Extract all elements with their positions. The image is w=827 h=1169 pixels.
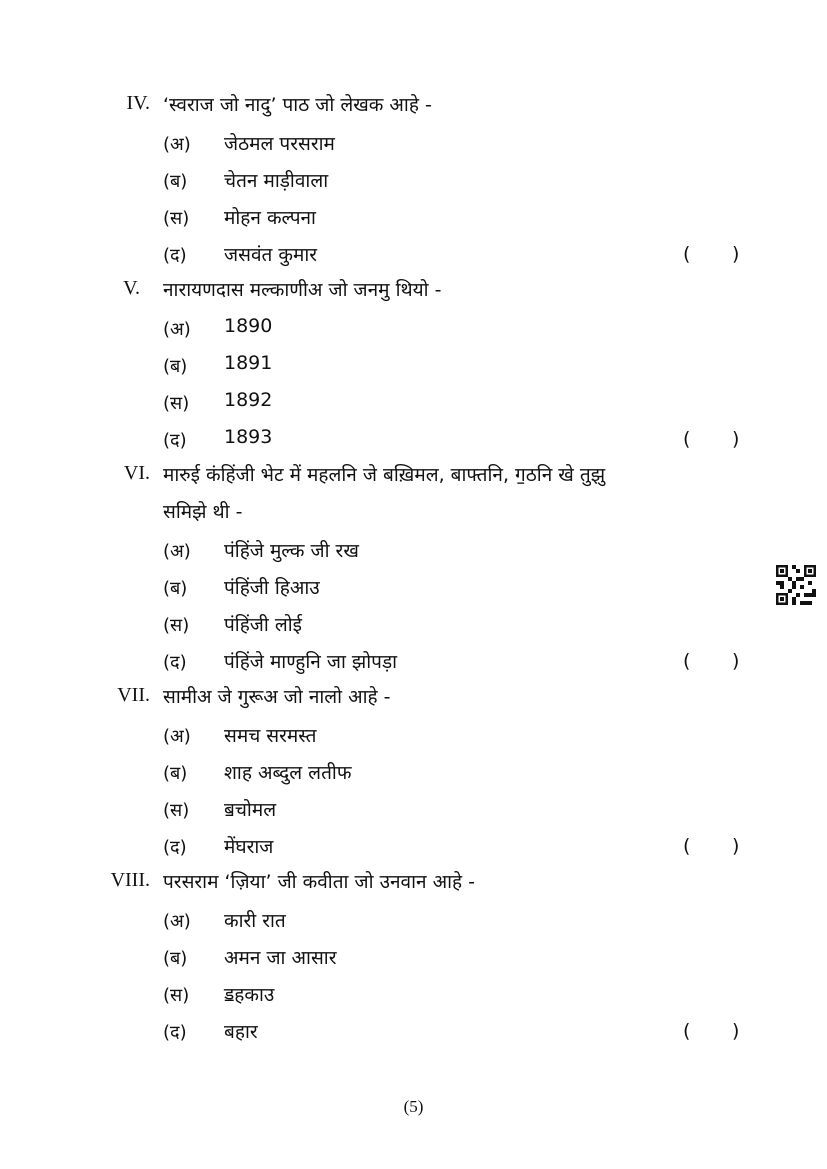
question-text: ‘स्वराज जो नादु’ पाठ जो लेखक आहे - [163,94,432,116]
option-b [0,568,827,605]
option-text: पंहिंजी हिआउ [224,577,320,599]
option-a [0,124,827,161]
option-c [0,605,827,642]
option-text: पंहिंजे माण्हुनि जा झोपड़ा [224,651,398,673]
option-text: कारी रात [224,910,286,932]
option-c [0,198,827,235]
option-d: (द) जसवंत कुमार ( ) [163,243,740,266]
option-label: (द) [163,1022,187,1043]
option-text: जेठमल परसराम [224,133,335,155]
qr-code-icon [776,565,816,605]
option-label: (अ) [163,726,191,747]
option-text: 1891 [224,352,273,374]
option-b [0,346,827,383]
question-number: VIII. [110,869,150,891]
option-label: (स) [163,393,190,414]
option-text: शाह अब्दुल लतीफ [224,762,352,784]
option-text: बहार [224,1021,258,1043]
option-text: चेतन माड़ीवाला [224,170,329,192]
option-label: (स) [163,615,190,636]
option-label: (ब) [163,763,188,784]
question-number: VI. [123,462,150,484]
option-a [0,309,827,346]
option-b [0,753,827,790]
question-text: नारायणदास मल्काणीअ जो जनमु थियो - [163,279,442,301]
option-text: समच सरमस्त [224,725,317,747]
option-label: (ब) [163,948,188,969]
option-text: मेंघराज [224,836,274,858]
option-text: पंहिंजी लोई [224,614,302,636]
option-d: (द) मेंघराज ( ) [163,835,740,858]
option-a [0,531,827,568]
option-label: (अ) [163,319,191,340]
question-text: मारुई कंहिंजी भेट में महलनि जे बख़िमल, बाफ्तनि, ग॒ठनि खे तुझु [163,464,606,486]
option-label: (ब) [163,578,188,599]
option-text: ॿचोमल [224,799,277,821]
option-b [0,938,827,975]
option-label: (अ) [163,911,191,932]
option-c [0,975,827,1012]
option-text: जसवंत कुमार [224,244,318,266]
option-c [0,383,827,420]
option-label: (स) [163,208,190,229]
option-b [0,161,827,198]
option-label: (द) [163,245,187,266]
option-label: (द) [163,652,187,673]
option-d: (द) बहार ( ) [163,1020,740,1043]
option-d: (द) पंहिंजे माण्हुनि जा झोपड़ा ( ) [163,650,740,673]
option-a [0,716,827,753]
option-label: (अ) [163,541,191,562]
option-label: (द) [163,837,187,858]
option-a [0,901,827,938]
option-text: 1890 [224,315,273,337]
option-text: पंहिंजे मुल्क जी रख [224,540,359,562]
option-c [0,790,827,827]
question-text-continued: समिझे थी - [163,501,243,523]
option-text: 1892 [224,389,273,411]
question-number: VII. [117,684,150,706]
option-label: (ब) [163,171,188,192]
option-label: (अ) [163,134,191,155]
question-number: V. [123,277,140,299]
option-text: अमन जा आसार [224,947,337,969]
question-number: IV. [126,92,150,114]
option-text: ॾहकाउ [224,984,275,1006]
option-label: (स) [163,800,190,821]
option-label: (ब) [163,356,188,377]
option-label: (स) [163,985,190,1006]
option-text: 1893 [224,426,273,448]
option-text: मोहन कल्पना [224,207,316,229]
option-label: (द) [163,430,187,451]
option-d: (द) 1893 ( ) [163,426,740,451]
question-text: सामीअ जे गुरूअ जो नालो आहे - [163,686,391,708]
question-text: परसराम ‘ज़िया’ जी कवीता जो उनवान आहे - [163,871,475,893]
page-number: (5) [403,1097,424,1116]
